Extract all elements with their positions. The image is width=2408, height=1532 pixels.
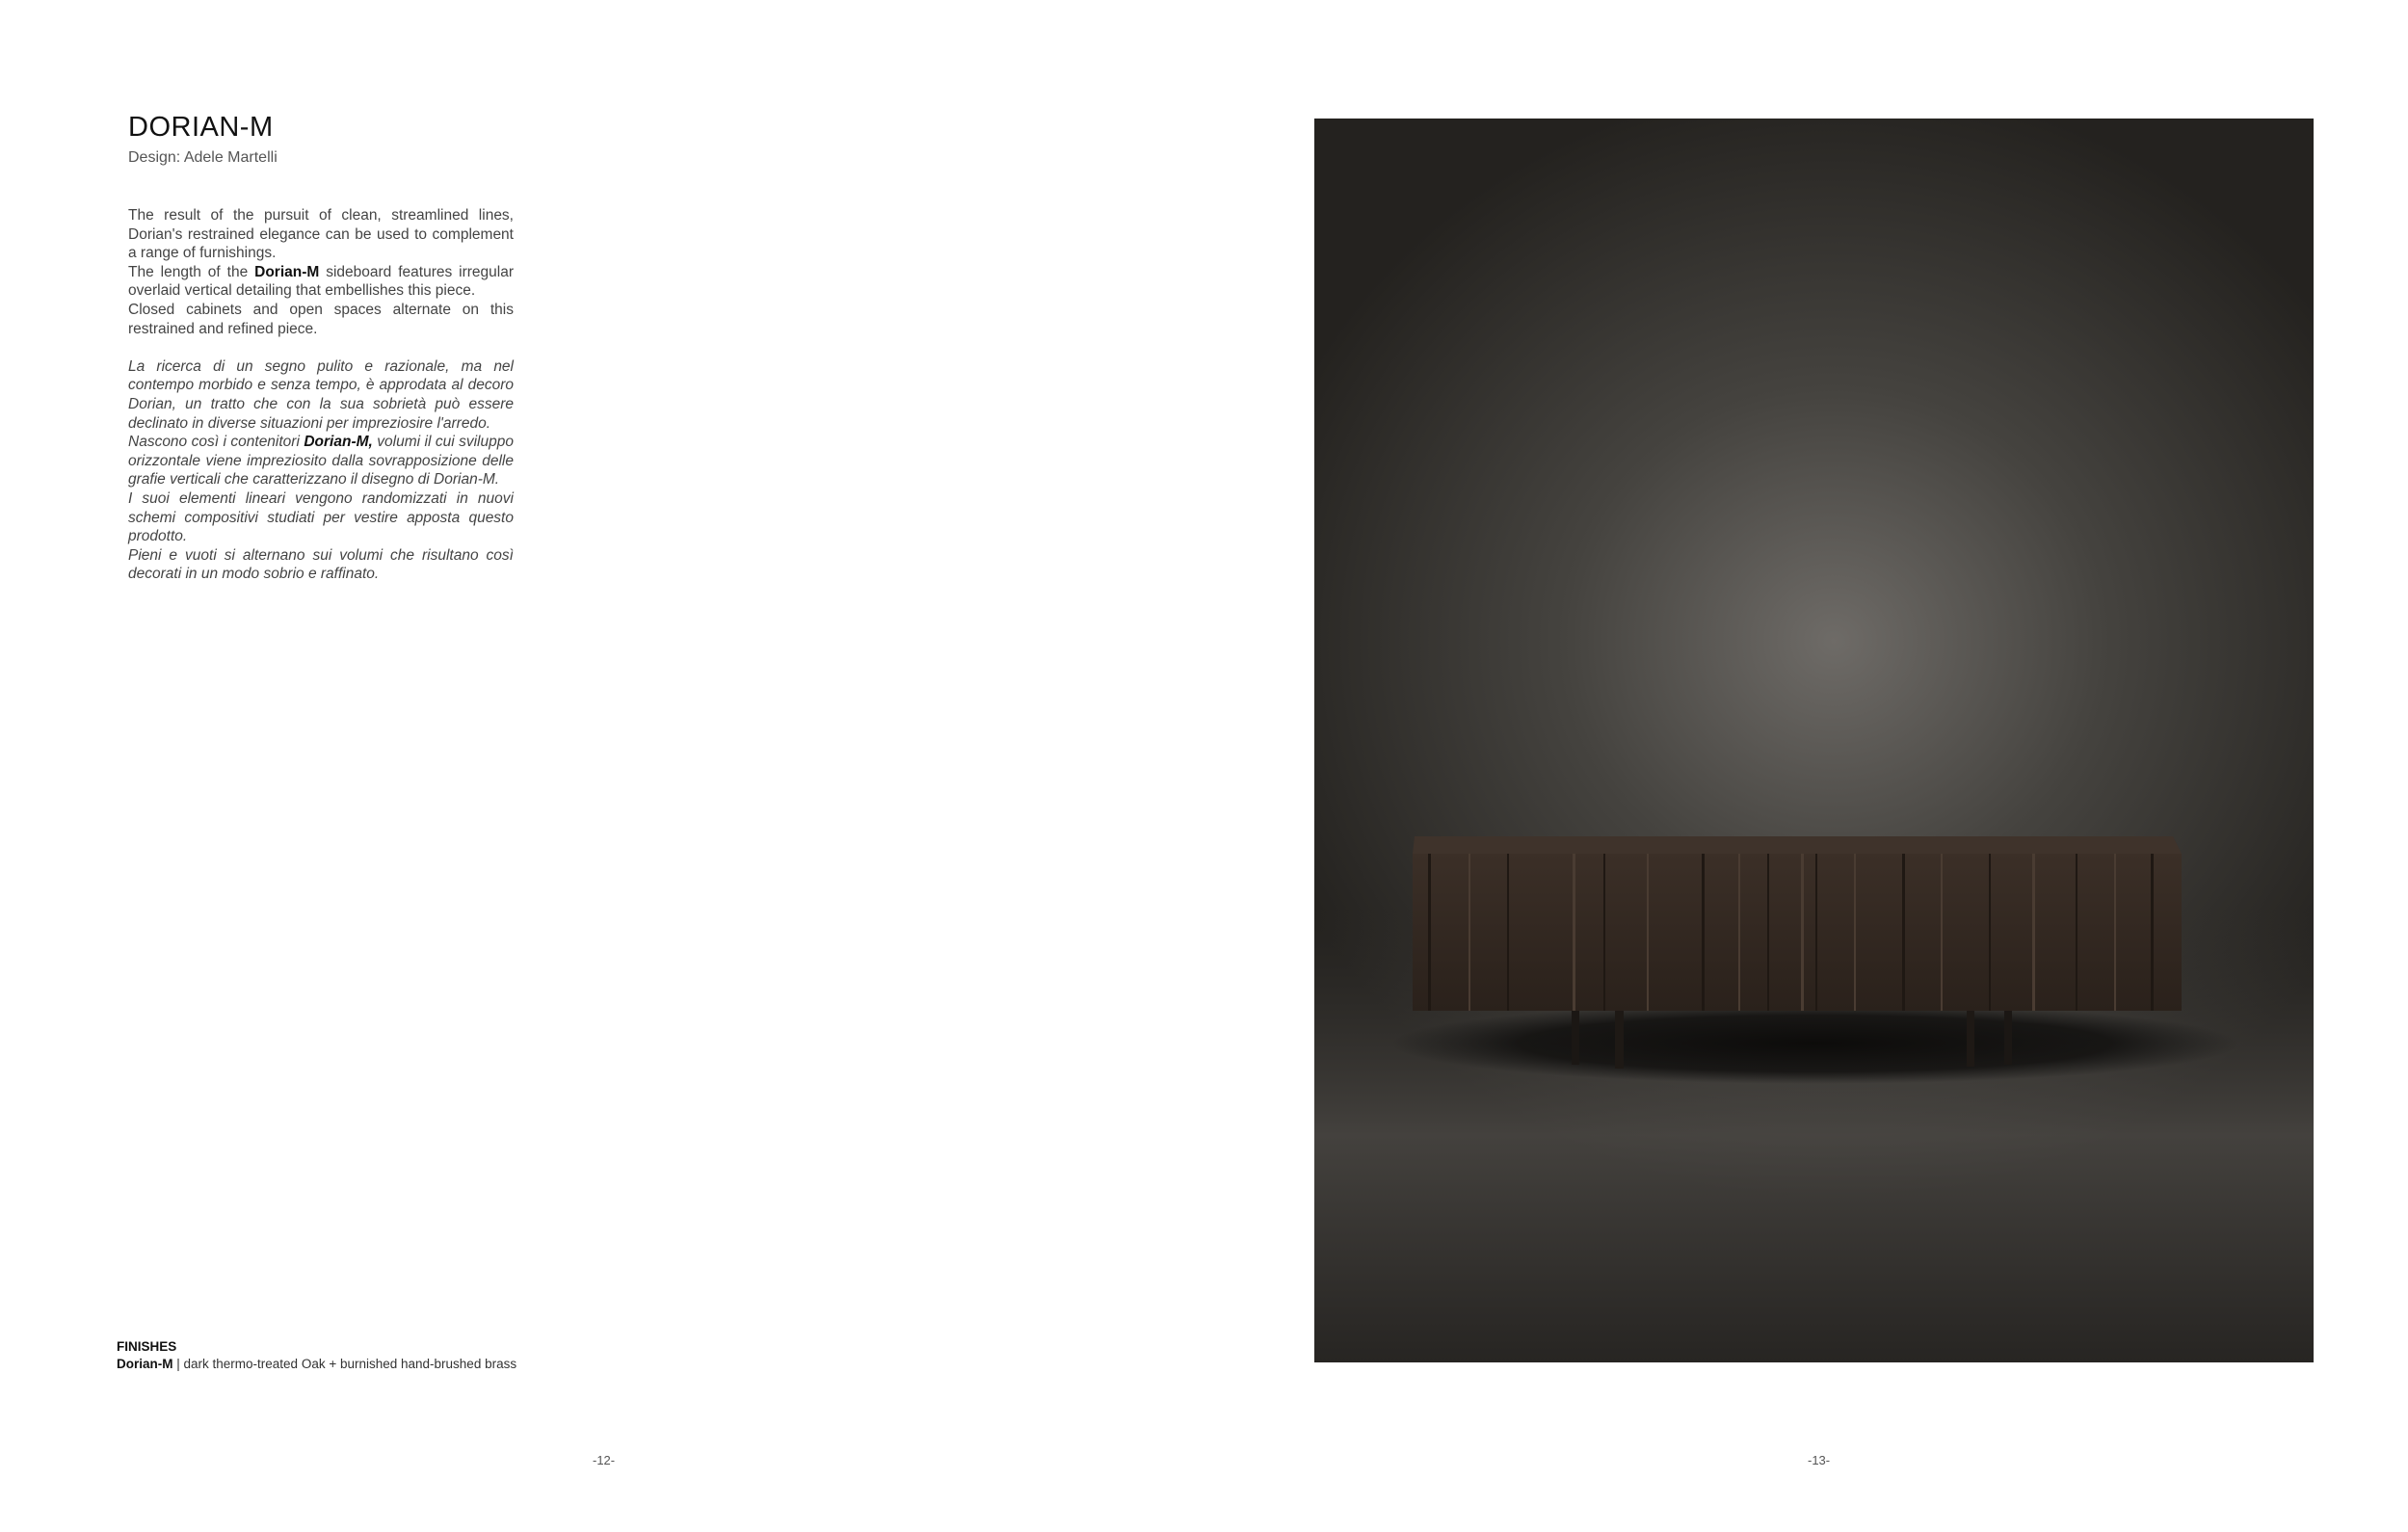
right-page bbox=[1204, 0, 2408, 1532]
sideboard-slat bbox=[1428, 854, 1431, 1011]
sideboard-slat bbox=[1738, 854, 1740, 1011]
designer-credit: Design: Adele Martelli bbox=[128, 149, 278, 166]
sideboard-slat bbox=[2076, 854, 2077, 1011]
sideboard-leg bbox=[1615, 1011, 1624, 1069]
sideboard-slat bbox=[1815, 854, 1817, 1011]
sideboard-slat bbox=[1469, 854, 1470, 1011]
finishes-line bbox=[117, 1356, 516, 1373]
sideboard-slat bbox=[1902, 854, 1905, 1011]
sideboard-slat bbox=[1854, 854, 1856, 1011]
sideboard-slat bbox=[1603, 854, 1605, 1011]
page-number-right: -13- bbox=[1808, 1453, 1831, 1467]
sideboard-top bbox=[1413, 836, 2182, 854]
sideboard-slat bbox=[1767, 854, 1769, 1011]
text-span: volumi il cui sviluppo orizzontale viene impreziosito dalla sovrapposizione delle grafie verticali che caratterizzano il disegno di Dorian-M. bbox=[128, 434, 514, 489]
english-paragraph-2 bbox=[128, 263, 514, 301]
bold-product-name: Dorian-M bbox=[254, 263, 320, 280]
spacer bbox=[128, 338, 514, 357]
sideboard-leg bbox=[1572, 1011, 1579, 1065]
sideboard-slat bbox=[1941, 854, 1943, 1011]
italian-paragraph-2 bbox=[128, 433, 514, 489]
finishes-description: dark thermo-treated Oak + burnished hand-brushed brass bbox=[183, 1357, 517, 1371]
sideboard-slat bbox=[1989, 854, 1991, 1011]
sideboard-slat bbox=[1702, 854, 1705, 1011]
description bbox=[128, 206, 514, 584]
italian-paragraph-3: I suoi elementi lineari vengono randomizzati in nuovi schemi compositivi studiati per vestire apposta questo prodotto. bbox=[128, 489, 514, 545]
text-span: Nascono così i contenitori bbox=[128, 434, 304, 451]
finishes-separator: | bbox=[172, 1357, 184, 1371]
finishes-section bbox=[117, 1338, 516, 1373]
sideboard-front bbox=[1413, 854, 2182, 1011]
finishes-product: Dorian-M bbox=[117, 1357, 173, 1371]
sideboard-slat bbox=[1647, 854, 1649, 1011]
finishes-label: FINISHES bbox=[117, 1339, 177, 1354]
english-paragraph-3: Closed cabinets and open spaces alternate on this restrained and refined piece. bbox=[128, 301, 514, 337]
sideboard-slat bbox=[2114, 854, 2116, 1011]
sideboard-slat bbox=[1507, 854, 1509, 1011]
sideboard-shadow bbox=[1391, 1003, 2239, 1084]
sideboard-illustration bbox=[1314, 119, 2314, 1362]
italian-paragraph-4: Pieni e vuoti si alternano sui volumi che risultano così decorati in un modo sobrio e raffinato. bbox=[128, 546, 514, 583]
bold-product-name: Dorian-M, bbox=[304, 434, 373, 451]
page-number-left: -12- bbox=[593, 1453, 616, 1467]
text-span: The length of the bbox=[128, 263, 255, 280]
text-span: sideboard features irregular overlaid vertical detailing that embellishes this piece. bbox=[128, 263, 515, 300]
english-paragraph-1: The result of the pursuit of clean, streamlined lines, Dorian's restrained elegance can be used to complement a range of furnishings. bbox=[128, 207, 514, 262]
italian-paragraph-1: La ricerca di un segno pulito e razionale, ma nel contempo morbido e senza tempo, è approdata al decoro Dorian, un tratto che con la sua sobrietà può essere declinato in diverse situazioni per impreziosire l'arredo. bbox=[128, 357, 514, 432]
sideboard-leg bbox=[1967, 1011, 1974, 1067]
sideboard-slat bbox=[1801, 854, 1804, 1011]
product-title: DORIAN-M bbox=[128, 112, 274, 143]
product-photo bbox=[1314, 119, 2314, 1362]
sideboard-slat bbox=[2151, 854, 2154, 1011]
sideboard-leg bbox=[2004, 1011, 2012, 1065]
sideboard-slat bbox=[2032, 854, 2035, 1011]
sideboard-slat bbox=[1573, 854, 1575, 1011]
